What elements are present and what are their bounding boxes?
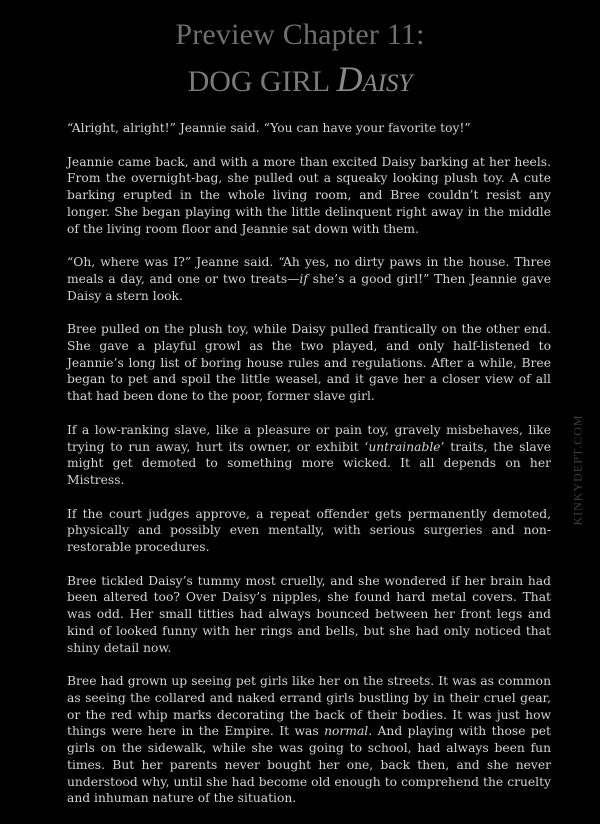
chapter-title	[0, 58, 600, 100]
paragraph: Bree tickled Daisy’s tummy most cruelly, and she wondered if her brain had been altered too? Over Daisy’s nipples, she found hard metal covers. That was odd. Her small titties had always bounced between her front legs and kind of looked funny with her rings and bells, but she had only noticed that shiny detail now.	[67, 573, 551, 655]
paragraph: Jeannie came back, and with a more than excited Daisy barking at her heels. From the overnight-bag, she pulled out a squeaky looking plush toy. A cute barking erupted in the whole living room, and Bree couldn’t resist any longer. She began playing with the little delinquent right away in the middle of the living room floor and Jeannie sat down with them.	[67, 154, 551, 236]
paragraph: Bree had grown up seeing pet girls like her on the streets. It was as common as seeing the collared and naked errand girls bustling by in their cruel gear, or the red whip marks decorating the back of their bodies. It was just how things were here in the Empire. It was normal. And playing with those pet girls on the sidewalk, while she was going to school, had always been fun times. But her parents never bought her one, back then, and she never understood why, until she had become old enough to comprehend the cruelty and inhuman nature of the situation.	[67, 674, 551, 806]
chapter-label: Preview Chapter 11:	[175, 18, 425, 51]
paragraph: “Alright, alright!” Jeannie said. “You can have your favorite toy!”	[67, 121, 471, 135]
chapter-title-prefix: DOG GIRL	[187, 65, 329, 98]
emphasis: normal	[324, 724, 369, 739]
site-watermark: KINKYDEPT.COM	[570, 414, 585, 526]
emphasis: if	[299, 271, 308, 286]
paragraph: If the court judges approve, a repeat offender gets permanently demoted, physically and possibly even mentally, with serious surgeries and non-restorable procedures.	[67, 506, 551, 555]
paragraph: “Oh, where was I?” Jeanne said. “Ah yes, no dirty paws in the house. Three meals a day, and one or two treats—if she’s a good girl!” Then Jeannie gave Daisy a stern look.	[67, 255, 551, 303]
chapter-title-name: Daisy	[336, 59, 413, 99]
paragraph: Bree pulled on the plush toy, while Daisy pulled frantically on the other end. She gave a playful growl as the two played, and only half-listened to Jeannie’s long list of boring house rules and regulations. After a while, Bree began to pet and spoil the little weasel, and it gave her a closer view of all that had been done to the poor, former slave girl.	[67, 322, 551, 404]
emphasis: untrainable	[368, 439, 441, 454]
paragraph: If a low-ranking slave, like a pleasure or pain toy, gravely misbehaves, like trying to run away, hurt its owner, or exhibit ‘untrainable’ traits, the slave might get demoted to something more wicked. It all depends on her Mistress.	[67, 422, 551, 487]
chapter-body	[67, 120, 551, 824]
